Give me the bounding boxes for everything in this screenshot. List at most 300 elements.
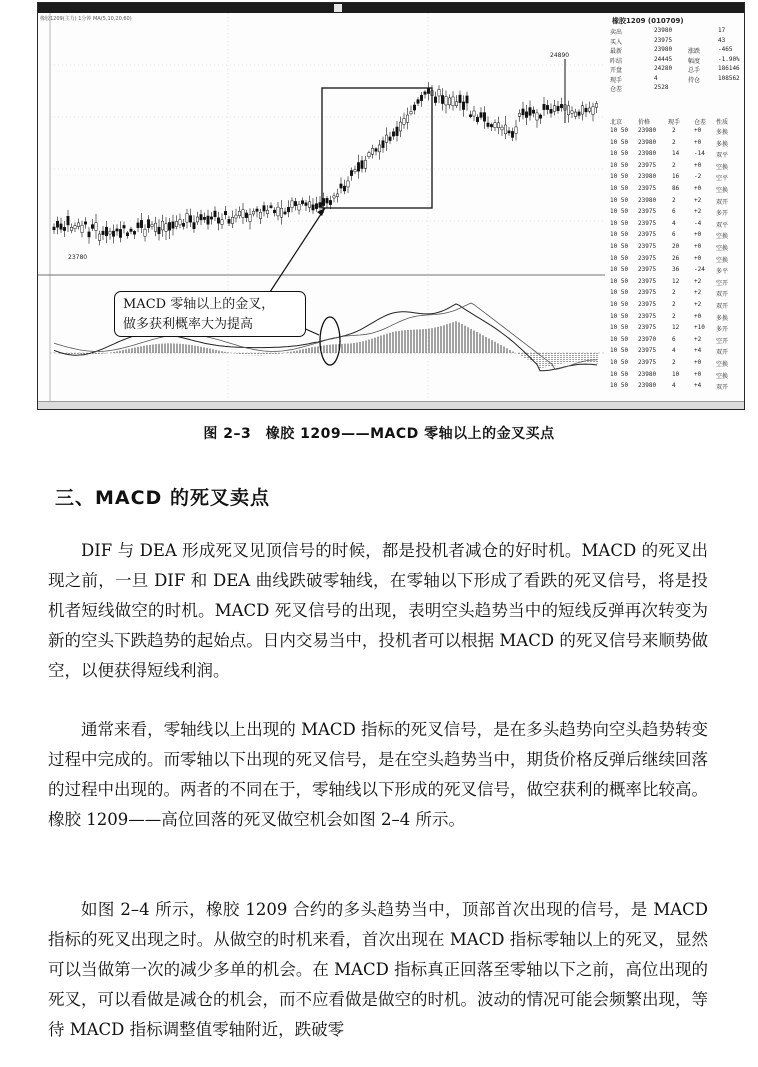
candle-body bbox=[522, 109, 524, 115]
candle-body bbox=[256, 209, 258, 211]
candle-body bbox=[196, 217, 198, 222]
candle-body bbox=[105, 227, 107, 236]
trade-header-volume: 现手 bbox=[668, 119, 681, 126]
candle-body bbox=[186, 213, 188, 222]
candle-body bbox=[280, 208, 282, 217]
trade-cell: 6 bbox=[672, 231, 676, 239]
candle-body bbox=[543, 104, 545, 109]
trade-cell: 4 bbox=[672, 347, 676, 355]
trade-cell: 23975 bbox=[638, 277, 657, 285]
candle-body bbox=[347, 181, 349, 187]
trade-cell: 双平 bbox=[716, 152, 729, 160]
quote-row bbox=[610, 27, 742, 35]
trade-row bbox=[610, 336, 742, 345]
candle-body bbox=[245, 213, 247, 218]
quote-cell: 现手 bbox=[610, 76, 623, 84]
candle-body bbox=[417, 100, 419, 104]
trade-cell: 86 bbox=[672, 185, 680, 192]
trade-row bbox=[610, 185, 742, 194]
quote-row bbox=[610, 84, 742, 92]
candle-body bbox=[389, 137, 391, 141]
trade-cell: 多平 bbox=[716, 268, 729, 276]
quote-cell: 昨结 bbox=[610, 57, 623, 65]
trade-row bbox=[610, 208, 742, 217]
candle-body bbox=[235, 215, 237, 218]
quote-row bbox=[610, 65, 742, 73]
candle-body bbox=[497, 123, 499, 128]
trade-cell: 23975 bbox=[638, 359, 657, 366]
section-title: 三、MACD 的死叉卖点 bbox=[55, 487, 270, 509]
trade-cell: 多开 bbox=[716, 210, 729, 218]
trade-cell: 23980 bbox=[638, 370, 657, 378]
candle-body bbox=[592, 107, 594, 115]
trade-cell: 空换 bbox=[716, 372, 729, 380]
trade-cell: 10 50 bbox=[610, 231, 629, 239]
trade-cell: 10 50 bbox=[610, 335, 629, 343]
candle-body bbox=[455, 102, 457, 106]
candle-body bbox=[161, 221, 163, 230]
trade-cell: -24 bbox=[694, 266, 705, 274]
trade-cell: 26 bbox=[672, 254, 680, 262]
trade-cell: 23975 bbox=[638, 347, 657, 355]
trade-cell: 空开 bbox=[716, 279, 729, 287]
trade-cell: 多换 bbox=[716, 314, 729, 322]
candle-body bbox=[448, 98, 450, 105]
trade-cell: +0 bbox=[694, 312, 702, 320]
candle-body bbox=[284, 212, 286, 214]
trade-cell: 多换 bbox=[716, 140, 729, 148]
candle-body bbox=[165, 224, 167, 232]
window-icon bbox=[334, 4, 342, 12]
trade-cell: 2 bbox=[672, 161, 676, 169]
candle-body bbox=[193, 223, 195, 229]
trade-cell: 10 50 bbox=[610, 277, 629, 285]
candle-body bbox=[158, 227, 160, 234]
candle-body bbox=[588, 108, 590, 111]
trade-cell: 23975 bbox=[638, 208, 657, 216]
candle-body bbox=[466, 96, 468, 103]
trade-cell: 10 50 bbox=[610, 324, 629, 332]
candle-body bbox=[130, 229, 132, 231]
candle-body bbox=[441, 95, 443, 103]
candle-body bbox=[112, 231, 114, 236]
candle-body bbox=[403, 118, 405, 124]
candle-body bbox=[60, 224, 62, 229]
trade-cell: 23975 bbox=[638, 161, 657, 169]
trade-row bbox=[610, 382, 742, 391]
status-bar bbox=[38, 401, 744, 410]
trade-cell: 10 50 bbox=[610, 173, 629, 181]
trade-cell: 23975 bbox=[638, 289, 657, 297]
trade-cell: +0 bbox=[694, 127, 702, 134]
candle-body bbox=[98, 234, 100, 240]
candle-body bbox=[518, 113, 520, 116]
candle-body bbox=[74, 226, 76, 229]
candle-body bbox=[550, 109, 552, 113]
candle-body bbox=[172, 222, 174, 229]
quote-cell: 卖出 bbox=[610, 29, 623, 36]
candle-body bbox=[63, 227, 65, 230]
candle-body bbox=[270, 206, 272, 208]
candle-body bbox=[529, 108, 531, 116]
candle-body bbox=[420, 95, 422, 100]
candle-body bbox=[238, 211, 240, 215]
trade-cell: +4 bbox=[694, 382, 702, 390]
quote-cell: -1.90% bbox=[718, 55, 740, 63]
candle-body bbox=[119, 229, 121, 237]
candle-body bbox=[53, 227, 55, 230]
trade-cell: 空开 bbox=[716, 337, 729, 345]
trade-cell: +0 bbox=[694, 359, 702, 366]
candle-body bbox=[396, 127, 398, 136]
quote-cell: 2528 bbox=[654, 84, 669, 91]
candle-body bbox=[315, 204, 317, 209]
trade-cell: 4 bbox=[672, 382, 676, 390]
trade-cell: 10 50 bbox=[610, 196, 629, 204]
candle-body bbox=[371, 148, 373, 154]
candle-body bbox=[242, 210, 244, 218]
quote-cell: 4 bbox=[654, 74, 658, 82]
trade-cell: 23975 bbox=[638, 243, 657, 250]
candle-body bbox=[91, 225, 93, 229]
trade-cell: 10 50 bbox=[610, 150, 629, 158]
candle-body bbox=[424, 92, 426, 94]
trade-cell: 10 50 bbox=[610, 301, 629, 308]
candle-body bbox=[109, 231, 111, 234]
trade-cell: 10 bbox=[672, 370, 680, 378]
quote-cell: 24445 bbox=[654, 55, 673, 63]
candle-body bbox=[207, 216, 209, 224]
trade-cell: 双开 bbox=[716, 349, 729, 357]
candle-body bbox=[175, 221, 177, 226]
chart-caption: 橡胶1209(主力) 1分钟 MA(5,10,20,60) bbox=[40, 16, 132, 22]
quote-cell: 43 bbox=[718, 36, 726, 44]
trade-cell: 10 50 bbox=[610, 208, 629, 216]
low-price-label: 23780 bbox=[68, 254, 88, 261]
candle-body bbox=[578, 112, 580, 116]
candle-body bbox=[343, 186, 345, 191]
candle-body bbox=[567, 106, 569, 115]
trade-cell: 10 50 bbox=[610, 370, 629, 378]
candle-body bbox=[382, 141, 384, 148]
candle-body bbox=[298, 204, 300, 210]
trade-cell: 10 50 bbox=[610, 127, 629, 134]
trade-row bbox=[610, 150, 742, 159]
candle-body bbox=[200, 215, 202, 220]
candle-body bbox=[410, 111, 412, 113]
candle-body bbox=[259, 212, 261, 218]
candle-body bbox=[434, 97, 436, 103]
trade-cell: 23970 bbox=[638, 335, 657, 343]
candle-body bbox=[329, 200, 331, 204]
trade-cell: 4 bbox=[672, 219, 676, 227]
candle-body bbox=[364, 160, 366, 168]
candle-body bbox=[319, 202, 321, 207]
quote-cell: 买入 bbox=[610, 38, 623, 46]
trade-cell: 14 bbox=[672, 150, 680, 158]
candle-body bbox=[151, 224, 153, 226]
candle-body bbox=[504, 125, 506, 134]
candle-body bbox=[179, 220, 181, 225]
window-titlebar bbox=[38, 3, 744, 13]
trade-row bbox=[610, 278, 742, 287]
candle-body bbox=[56, 221, 58, 227]
candle-body bbox=[532, 110, 534, 113]
candle-body bbox=[231, 217, 233, 223]
quote-cell: 17 bbox=[718, 27, 726, 34]
trade-cell: +2 bbox=[694, 301, 702, 308]
candle-body bbox=[312, 205, 314, 210]
trade-cell: 2 bbox=[672, 312, 676, 320]
candlestick-macd-chart bbox=[38, 13, 605, 401]
quote-cell: 仓差 bbox=[610, 86, 623, 93]
candle-body bbox=[469, 115, 471, 117]
trade-cell: 10 50 bbox=[610, 382, 629, 390]
candle-body bbox=[203, 217, 205, 219]
trade-header-time: 北京 bbox=[610, 119, 623, 126]
trade-cell: 多开 bbox=[716, 326, 729, 334]
candle-body bbox=[291, 201, 293, 208]
trade-cell: +0 bbox=[694, 254, 702, 262]
trade-cell: -4 bbox=[694, 219, 702, 227]
trade-cell: 23980 bbox=[638, 382, 657, 390]
quote-panel bbox=[608, 13, 744, 401]
trade-cell: 双开 bbox=[716, 198, 729, 206]
trade-cell: -14 bbox=[694, 150, 705, 158]
candle-body bbox=[476, 117, 478, 121]
trade-cell: 23975 bbox=[638, 254, 657, 262]
quote-row bbox=[610, 56, 742, 64]
trade-cell: +10 bbox=[694, 324, 705, 332]
quote-cell: 持仓 bbox=[688, 76, 701, 84]
trade-row bbox=[610, 162, 742, 171]
candle-body bbox=[378, 145, 380, 152]
candle-body bbox=[137, 223, 139, 228]
trade-cell: 23975 bbox=[638, 185, 657, 192]
candle-body bbox=[525, 112, 527, 118]
candle-body bbox=[147, 220, 149, 228]
trade-cell: +2 bbox=[694, 335, 702, 343]
trade-cell: 23975 bbox=[638, 301, 657, 308]
annotation-callout bbox=[114, 291, 306, 337]
trade-cell: 10 50 bbox=[610, 266, 629, 274]
trade-row bbox=[610, 231, 742, 240]
trade-row bbox=[610, 173, 742, 182]
trade-cell: 双平 bbox=[716, 221, 729, 229]
candle-body bbox=[102, 231, 104, 235]
trade-row bbox=[610, 289, 742, 298]
trade-cell: 16 bbox=[672, 173, 680, 181]
candle-body bbox=[368, 153, 370, 157]
candle-body bbox=[445, 97, 447, 105]
quote-cell: 108562 bbox=[718, 74, 740, 82]
candle-body bbox=[224, 211, 226, 214]
candle-body bbox=[301, 201, 303, 204]
trade-cell: 23980 bbox=[638, 127, 657, 134]
candle-body bbox=[427, 88, 429, 94]
trade-cell: 空换 bbox=[716, 187, 729, 194]
trade-cell: 2 bbox=[672, 196, 676, 204]
candle-body bbox=[438, 90, 440, 96]
candle-body bbox=[480, 113, 482, 118]
quote-cell: 涨跌 bbox=[688, 48, 701, 55]
paragraph-1: DIF 与 DEA 形成死叉见顶信号的时候，都是投机者减仓的好时机。MACD 的死叉出现之前，一旦 DIF 和 DEA 曲线跌破零轴线，在零轴以下形成了看跌的死叉信号，将是投机者短线做空的时机。MACD 死叉信号的出现，表明空头趋势当中的短线反弹再次转变为新的空头下跌趋势的起始点。日内交易当中，投机者可以根据 MACD 的死叉信号来顺势做空，以便获得短线利润。 bbox=[48, 541, 708, 680]
candle-body bbox=[263, 206, 265, 211]
candle-body bbox=[546, 105, 548, 109]
candle-body bbox=[305, 203, 307, 206]
trade-row bbox=[610, 324, 742, 333]
quote-row bbox=[610, 46, 742, 54]
trade-cell: +0 bbox=[694, 370, 702, 378]
candle-body bbox=[221, 220, 223, 225]
trade-cell: 10 50 bbox=[610, 312, 629, 320]
candle-body bbox=[539, 115, 541, 118]
quote-cell: 23975 bbox=[654, 36, 673, 44]
candle-body bbox=[560, 104, 562, 107]
trade-cell: +4 bbox=[694, 347, 702, 355]
trade-cell: 10 50 bbox=[610, 161, 629, 169]
trade-cell: -2 bbox=[694, 173, 702, 181]
candle-body bbox=[81, 225, 83, 232]
candle-body bbox=[487, 123, 489, 127]
trade-cell: 空换 bbox=[716, 245, 729, 252]
figure-screenshot bbox=[37, 2, 745, 410]
candle-body bbox=[77, 223, 79, 227]
quote-row bbox=[610, 75, 742, 83]
quote-cell: 23980 bbox=[654, 27, 673, 34]
paragraph-2: 通常来看，零轴线以上出现的 MACD 指标的死叉信号，是在多头趋势向空头趋势转变过程中完成的。而零轴以下出现的死叉信号，是在空头趋势当中，期货价格反弹后继续回落的过程中出现的。两者的不同在于，零轴线以下形成的死叉信号，做空获利的概率比较高。橡胶 1209——高位回落的死叉做空机会如图 2–4 所示。 bbox=[48, 720, 708, 829]
trade-row bbox=[610, 243, 742, 252]
candle-body bbox=[133, 231, 135, 234]
candle-body bbox=[340, 184, 342, 188]
trade-cell: 10 50 bbox=[610, 243, 629, 250]
candle-body bbox=[336, 194, 338, 197]
trade-cell: 6 bbox=[672, 335, 676, 343]
quote-row bbox=[610, 37, 742, 45]
candle-body bbox=[354, 170, 356, 172]
candle-body bbox=[308, 202, 310, 208]
candle-body bbox=[217, 218, 219, 223]
candle-body bbox=[585, 108, 587, 112]
trade-row bbox=[610, 266, 742, 275]
candle-body bbox=[392, 132, 394, 136]
trade-cell: 多换 bbox=[716, 129, 729, 136]
candle-body bbox=[266, 210, 268, 214]
candle-body bbox=[277, 207, 279, 216]
trade-cell: 空换 bbox=[716, 163, 729, 171]
trade-cell: 23975 bbox=[638, 324, 657, 332]
trade-header-price: 价格 bbox=[638, 119, 651, 126]
candle-body bbox=[333, 196, 335, 198]
trade-row bbox=[610, 371, 742, 380]
quote-cell: 23980 bbox=[654, 46, 673, 53]
candle-body bbox=[322, 198, 324, 205]
trade-cell: 23975 bbox=[638, 312, 657, 320]
quote-cell: -465 bbox=[718, 46, 733, 53]
trade-cell: 空换 bbox=[716, 233, 729, 241]
candle-body bbox=[536, 113, 538, 120]
candle-body bbox=[581, 106, 583, 114]
candle-body bbox=[413, 105, 415, 110]
trade-cell: 23975 bbox=[638, 266, 657, 274]
quote-cell: 24280 bbox=[654, 65, 673, 72]
panel-title: 橡胶1209 (010709) bbox=[612, 17, 684, 25]
trade-row bbox=[610, 313, 742, 322]
trade-cell: 6 bbox=[672, 208, 676, 216]
trade-cell: 23980 bbox=[638, 138, 657, 146]
trade-cell: 10 50 bbox=[610, 219, 629, 227]
trade-cell: 双开 bbox=[716, 291, 729, 299]
candle-body bbox=[361, 161, 363, 169]
trade-row bbox=[610, 220, 742, 229]
trade-row bbox=[610, 347, 742, 356]
candle-body bbox=[116, 229, 118, 231]
trade-cell: 2 bbox=[672, 138, 676, 146]
trade-cell: 空换 bbox=[716, 256, 729, 264]
trade-cell: 23980 bbox=[638, 150, 657, 158]
candle-body bbox=[168, 222, 170, 230]
candle-body bbox=[557, 106, 559, 111]
trade-cell: 23975 bbox=[638, 231, 657, 239]
candle-body bbox=[511, 131, 513, 137]
candle-body bbox=[70, 227, 72, 230]
candle-body bbox=[501, 127, 503, 130]
candle-body bbox=[350, 170, 352, 175]
trade-cell: +0 bbox=[694, 231, 702, 239]
candle-body bbox=[67, 216, 69, 225]
trade-cell: +2 bbox=[694, 277, 702, 285]
candle-body bbox=[252, 211, 254, 214]
figure-caption: 图 2–3 橡胶 1209——MACD 零轴以上的金叉买点 bbox=[203, 426, 555, 442]
trade-cell: +2 bbox=[694, 196, 702, 204]
paragraph-3: 如图 2–4 所示，橡胶 1209 合约的多头趋势当中，顶部首次出现的信号，是 MACD 指标的死叉出现之时。从做空的时机来看，首次出现在 MACD 指标零轴以上的死叉，显然可以当做第一次的减少多单的机会。在 MACD 指标真正回落至零轴以下之前，高位出现的死叉，可以看做是减仓的机会，而不应看做是做空的时机。波动的情况可能会频繁出现，等待 MACD 指标调整值零轴附近，跌破零 bbox=[48, 900, 708, 1039]
candle-body bbox=[95, 223, 97, 231]
candle-body bbox=[571, 111, 573, 113]
trade-cell: 空平 bbox=[716, 175, 729, 183]
candle-body bbox=[214, 211, 216, 217]
annotation-line-2: 做多获利概率大为提高 bbox=[123, 317, 254, 332]
trade-cell: 10 50 bbox=[610, 138, 629, 146]
trade-cell: 双开 bbox=[716, 303, 729, 310]
trade-cell: 10 50 bbox=[610, 359, 629, 366]
trade-table-header bbox=[610, 117, 742, 125]
candle-body bbox=[88, 232, 90, 237]
candle-body bbox=[326, 198, 328, 203]
trade-cell: 10 50 bbox=[610, 289, 629, 297]
candle-body bbox=[140, 220, 142, 227]
candle-body bbox=[406, 115, 408, 122]
candle-body bbox=[294, 201, 296, 205]
candle-body bbox=[273, 210, 275, 213]
trade-cell: +0 bbox=[694, 185, 702, 192]
candle-body bbox=[189, 216, 191, 223]
quote-cell: 幅度 bbox=[688, 57, 701, 65]
candle-body bbox=[473, 111, 475, 116]
trade-cell: 2 bbox=[672, 127, 676, 134]
quote-cell: 开盘 bbox=[610, 67, 623, 74]
trade-cell: 20 bbox=[672, 243, 680, 250]
trade-header-type: 性质 bbox=[716, 119, 729, 126]
trade-cell: 36 bbox=[672, 266, 680, 274]
candle-body bbox=[144, 229, 146, 236]
candle-body bbox=[385, 135, 387, 142]
trade-cell: 空换 bbox=[716, 361, 729, 368]
candle-body bbox=[228, 219, 230, 223]
trade-header-oi-change: 仓差 bbox=[694, 119, 707, 126]
quote-cell: 186146 bbox=[718, 65, 740, 72]
candle-body bbox=[490, 124, 492, 126]
candle-body bbox=[375, 149, 377, 152]
